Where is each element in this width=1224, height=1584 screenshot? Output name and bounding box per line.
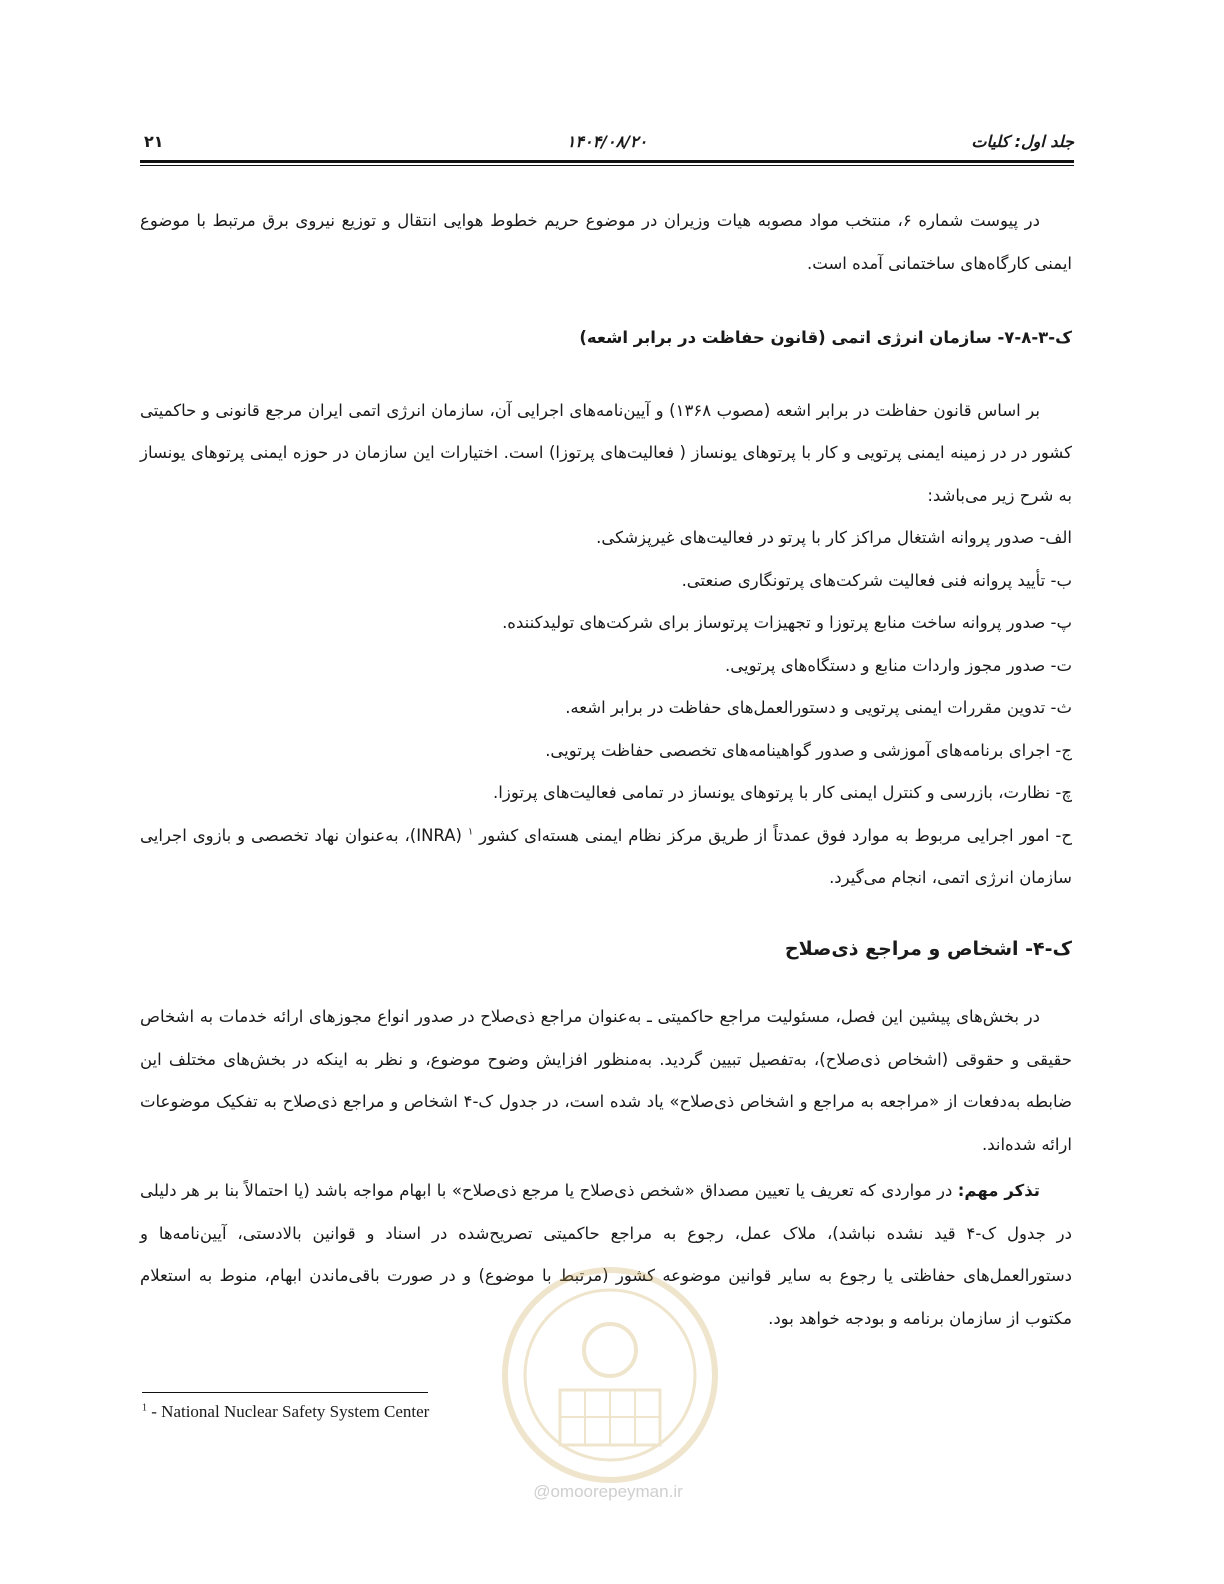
list-item: ث- تدوین مقررات ایمنی پرتویی و دستورالعمل‌های حفاظت در برابر اشعه. [565, 698, 1072, 717]
list-item: ت- صدور مجوز واردات منابع و دستگاه‌های پرتویی. [725, 655, 1072, 675]
list-item-h-end: (INRA)، به‌عنوان نهاد تخصصی و بازوی اجرایی سازمان انرژی اتمی، انجام می‌گیرد. [140, 825, 1072, 887]
k4-paragraph: در بخش‌های پیشین این فصل، مسئولیت مراجع حاکمیتی ـ به‌عنوان مراجع ذی‌صلاح در صدور انواع مجوزهای ارائه خدمات به اشخاص حقیقی و حقوقی (اشخاص ذی‌صلاح)، به‌تفصیل تبیین گردید. به‌منظور افزایش وضوح موضوع، و نظر به اینکه در بخش‌های مختلف این ضابطه به‌دفعات از «مراجعه به مراجع و اشخاص ذی‌صلاح» یاد شده است، در جدول ک-۴ اشخاص و مراجع ذی‌صلاح به تفکیک موضوعات ارائه شده‌اند. [140, 1007, 1072, 1154]
list-item: ج- اجرای برنامه‌های آموزشی و صدور گواهینامه‌های تخصصی حفاظت پرتویی. [545, 740, 1072, 760]
page-number: ۲۱ [144, 132, 164, 151]
watermark-url: @omoorepeyman.ir [533, 1482, 683, 1501]
header-date: ۱۴۰۴/۰۸/۲۰ [566, 132, 648, 151]
watermark-seal-icon [490, 1255, 730, 1495]
footnote-number: 1 [142, 1402, 147, 1414]
footnote-separator [142, 1392, 428, 1393]
volume-title: جلد اول: کلیات [971, 132, 1074, 151]
section-heading-k3-8-7: ک-۳-۸-۷- سازمان انرژی اتمی (قانون حفاظت در برابر اشعه) [579, 328, 1072, 347]
list-item: پ- صدور پروانه ساخت منابع پرتوزا و تجهیزات پرتوساز برای شرکت‌های تولیدکننده. [502, 613, 1072, 632]
important-note-text: در مواردی که تعریف یا تعیین مصداق «شخص ذی‌صلاح یا مرجع ذی‌صلاح» با ابهام مواجه باشد (یا احتمالاً بنا بر هر دلیلی در جدول ک-۴ قید نشده نباشد)، ملاک عمل، رجوع به مراجع حاکمیتی تصریح‌شده در اسناد و قوانین بالادستی، آیین‌نامه‌ها و دستورالعمل‌های حفاظتی یا رجوع به سایر قوانین موضوعه کشور (مرتبط با موضوع) و در صورت باقی‌ماندن ابهام، منوط به استعلام مکتوب از سازمان برنامه و بودجه خواهد بود. [140, 1181, 1072, 1328]
footnote-text: - National Nuclear Safety System Center [147, 1402, 430, 1421]
page-body [140, 200, 1072, 1340]
header-rule-thick [140, 160, 1074, 163]
list-item: الف- صدور پروانه اشتغال مراکز کار با پرتو در فعالیت‌های غیرپزشکی. [596, 528, 1072, 547]
footnote-reference[interactable]: ۱ [467, 826, 474, 837]
list-item-h-start: ح- امور اجرایی مربوط به موارد فوق عمدتاً از طریق مرکز نظام ایمنی هسته‌ای کشور [479, 825, 1072, 845]
section-heading-k4: ک-۴- اشخاص و مراجع ذی‌صلاح [784, 937, 1072, 960]
list-item-h [140, 815, 1072, 900]
radiation-law-paragraph: بر اساس قانون حفاظت در برابر اشعه (مصوب ۱۳۶۸) و آیین‌نامه‌های اجرایی آن، سازمان انرژی اتمی ایران مرجع قانونی و حاکمیتی کشور در در زمینه ایمنی پرتویی و کار با پرتوهای یونساز ( فعالیت‌های پرتوزا) است. اختیارات این سازمان در حوزه ایمنی پرتوهای یونساز به شرح زیر می‌باشد: [140, 400, 1072, 505]
page-header [140, 128, 1074, 158]
list-item: ب- تأیید پروانه فنی فعالیت شرکت‌های پرتونگاری صنعتی. [681, 570, 1072, 590]
list-item: چ- نظارت، بازرسی و کنترل ایمنی کار با پرتوهای یونساز در تمامی فعالیت‌های پرتوزا. [493, 783, 1072, 802]
important-note-label: تذکر مهم: [957, 1181, 1040, 1200]
header-rule-thin [140, 165, 1074, 166]
intro-paragraph: در پیوست شماره ۶، منتخب مواد مصوبه هیات وزیران در موضوع حریم خطوط هوایی انتقال و توزیع نیروی برق مرتبط با موضوع ایمنی کارگاه‌های ساختمانی آمده است. [140, 211, 1072, 273]
